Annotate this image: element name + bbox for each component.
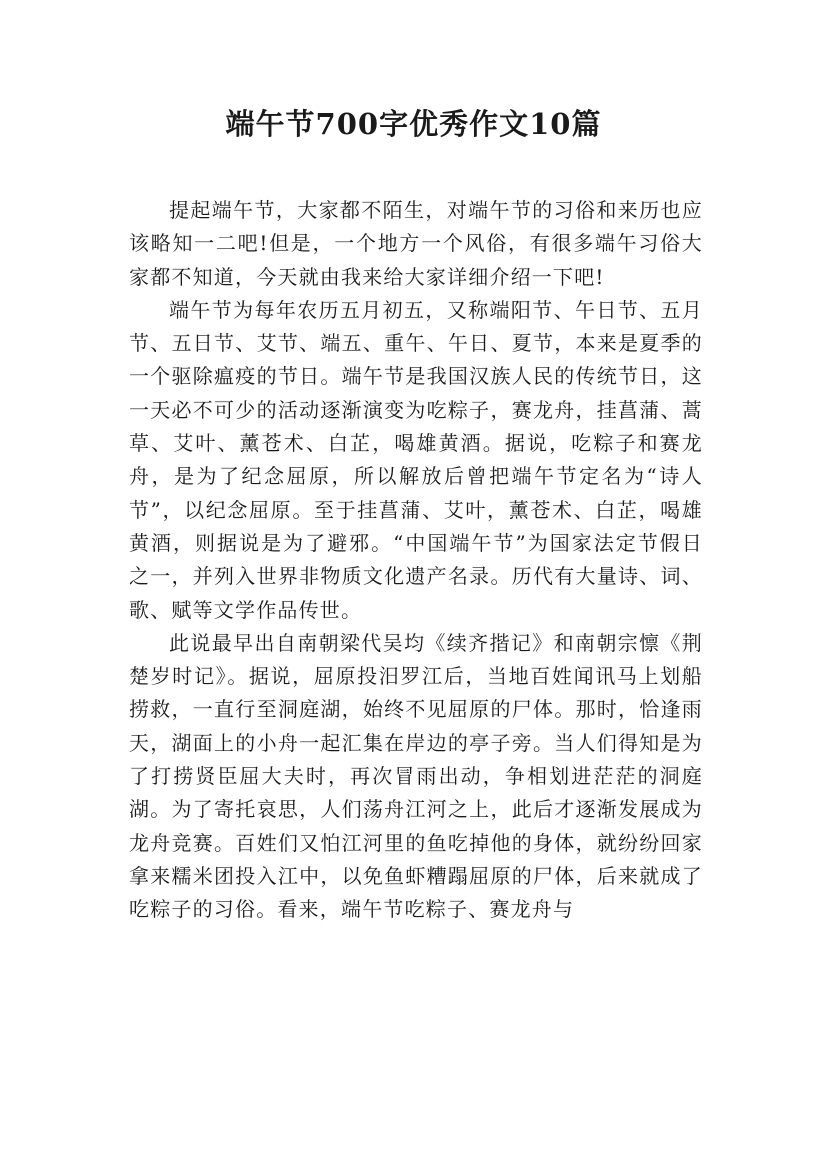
paragraph-2: 端午节为每年农历五月初五，又称端阳节、午日节、五月节、五日节、艾节、端五、重午、午日、夏节，本来是夏季的一个驱除瘟疫的节日。端午节是我国汉族人民的传统节日，这一天必不可少的活动逐渐演变为吃粽子，赛龙舟，挂菖蒲、蒿草、艾叶、薰苍术、白芷，喝雄黄酒。据说，吃粽子和赛龙舟，是为了纪念屈原，所以解放后曾把端午节定名为“诗人节”，以纪念屈原。至于挂菖蒲、艾叶，薰苍术、白芷，喝雄黄酒，则据说是为了避邪。“中国端午节”为国家法定节假日之一，并列入世界非物质文化遗产名录。历代有大量诗、词、歌、赋等文学作品传世。 xyxy=(129,297,703,622)
document-body xyxy=(129,194,703,927)
paragraph-3: 此说最早出自南朝梁代吴均《续齐揩记》和南朝宗懔《荆楚岁时记》。据说，屈原投汨罗江后，当地百姓闻讯马上划船捞救，一直行至洞庭湖，始终不见屈原的尸体。那时，恰逢雨天，湖面上的小舟一起汇集在岸边的亭子旁。当人们得知是为了打捞贤臣屈大夫时，再次冒雨出动，争相划进茫茫的洞庭湖。为了寄托哀思，人们荡舟江河之上，此后才逐渐发展成为龙舟竞赛。百姓们又怕江河里的鱼吃掉他的身体，就纷纷回家拿来糯米团投入江中，以免鱼虾糟蹋屈原的尸体，后来就成了吃粽子的习俗。看来，端午节吃粽子、赛龙舟与 xyxy=(129,630,703,922)
document-title: 端午节700字优秀作文10篇 xyxy=(225,107,602,141)
paragraph-1: 提起端午节，大家都不陌生，对端午节的习俗和来历也应该略知一二吧!但是，一个地方一个风俗，有很多端午习俗大家都不知道，今天就由我来给大家详细介绍一下吧! xyxy=(129,198,703,289)
